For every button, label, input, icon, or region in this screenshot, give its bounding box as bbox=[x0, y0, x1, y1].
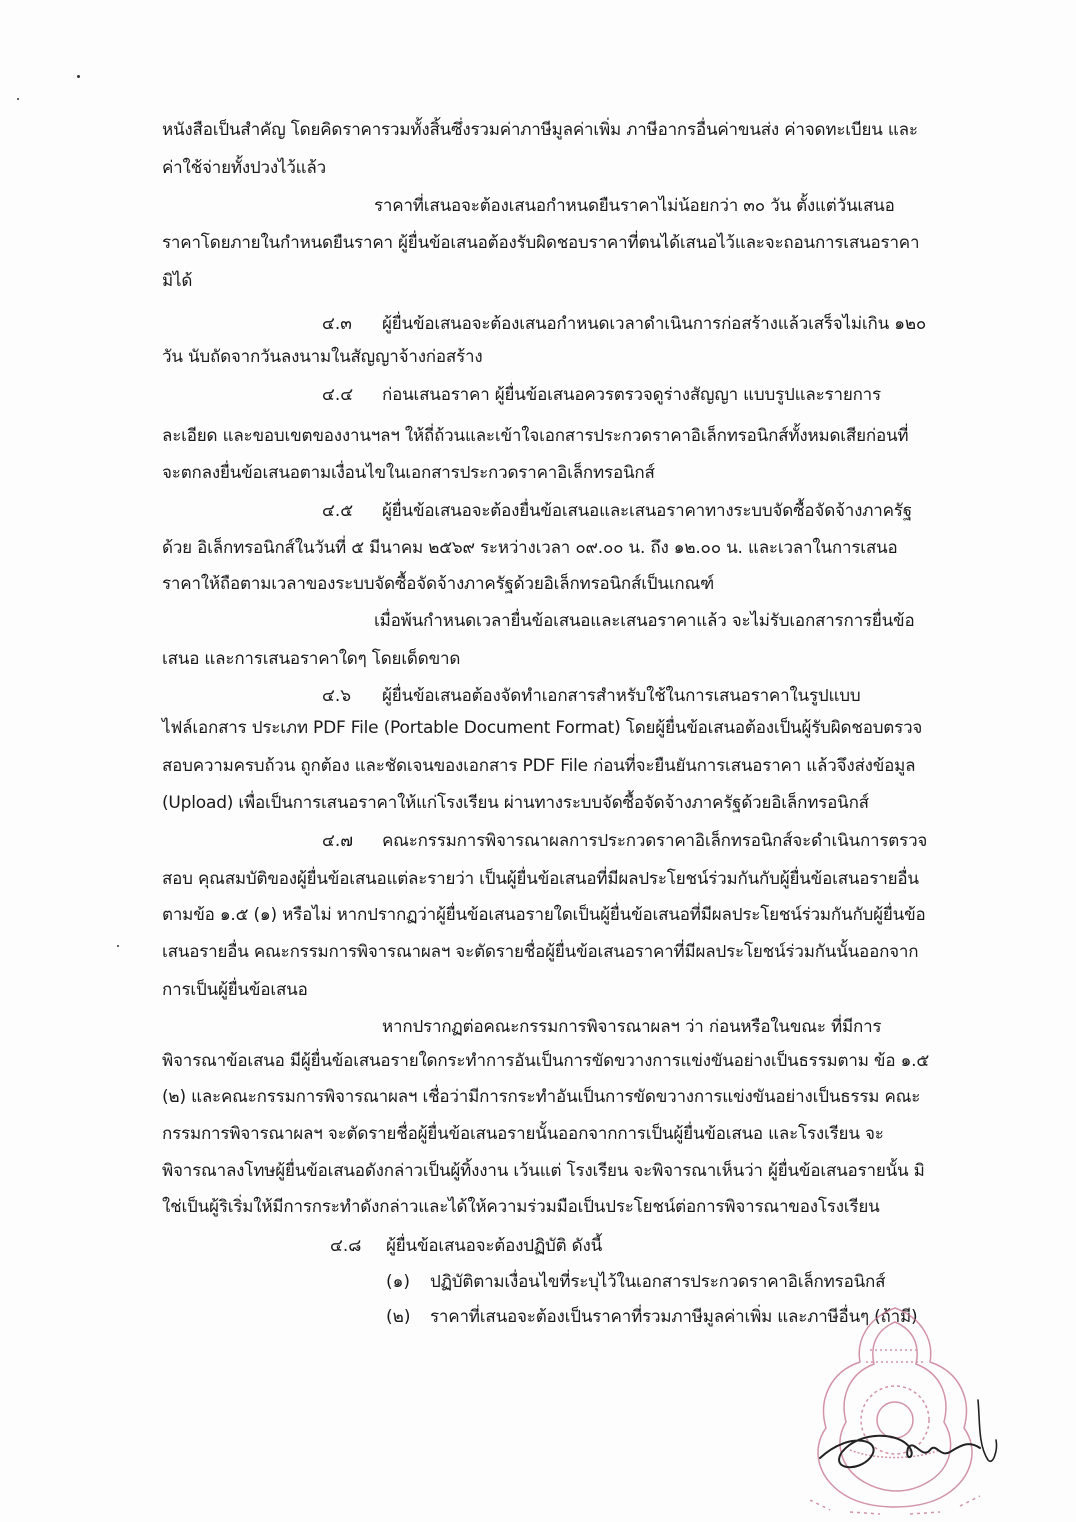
text-line: วัน นับถัดจากวันลงนามในสัญญาจ้างก่อสร้าง bbox=[162, 347, 483, 367]
text-line: ราคาที่เสนอจะต้องเป็นราคาที่รวมภาษีมูลค่าเพิ่ม และภาษีอื่นๆ (ถ้ามี) bbox=[430, 1307, 918, 1327]
text-line: จะตกลงยื่นข้อเสนอตามเงื่อนไขในเอกสารประกวดราคาอิเล็กทรอนิกส์ bbox=[162, 463, 655, 483]
text-line: คณะกรรมการพิจารณาผลการประกวดราคาอิเล็กทรอนิกส์จะดำเนินการตรวจ bbox=[382, 831, 928, 851]
official-seal-stamp bbox=[790, 1300, 1000, 1515]
text-line: ละเอียด และขอบเขตของงานฯลฯ ให้ถี่ถ้วนและเข้าใจเอกสารประกวดราคาอิเล็กทรอนิกส์ทั้งหมดเสียก่อนที่ bbox=[162, 426, 909, 446]
scan-speck bbox=[17, 98, 19, 100]
text-line: ใช่เป็นผู้ริเริ่มให้มีการกระทำดังกล่าวและได้ให้ความร่วมมือเป็นประโยชน์ต่อการพิจารณาของโรงเรียน bbox=[162, 1197, 880, 1217]
text-line: การเป็นผู้ยื่นข้อเสนอ bbox=[162, 980, 308, 1000]
clause-number: ๔.๕ bbox=[322, 501, 354, 521]
text-line: ผู้ยื่นข้อเสนอจะต้องปฏิบัติ ดังนี้ bbox=[386, 1236, 603, 1256]
text-line: (๒) และคณะกรรมการพิจารณาผลฯ เชื่อว่ามีการกระทำอันเป็นการขัดขวางการแข่งขันอย่างเป็นธรรม คณะ bbox=[162, 1087, 921, 1107]
clause-number: ๔.๓ bbox=[322, 314, 352, 334]
text-line: พิจารณาข้อเสนอ มีผู้ยื่นข้อเสนอรายใดกระทำการอันเป็นการขัดขวางการแข่งขันอย่างเป็นธรรมตาม ข้อ ๑.๕ bbox=[162, 1051, 930, 1071]
text-line: เสนอรายอื่น คณะกรรมการพิจารณาผลฯ จะตัดรายชื่อผู้ยื่นข้อเสนอราคาที่มีผลประโยชน์ร่วมกันนั้นออกจาก bbox=[162, 942, 919, 962]
text-line: สอบ คุณสมบัติของผู้ยื่นข้อเสนอแต่ละรายว่า เป็นผู้ยื่นข้อเสนอที่มีผลประโยชน์ร่วมกันกับผู้ยื่นข้อเสนอรายอื่น bbox=[162, 869, 919, 889]
text-line: (Upload) เพื่อเป็นการเสนอราคาให้แก่โรงเรียน ผ่านทางระบบจัดซื้อจัดจ้างภาครัฐด้วยอิเล็กทรอนิกส์ bbox=[162, 793, 869, 813]
text-line: เสนอ และการเสนอราคาใดๆ โดยเด็ดขาด bbox=[162, 649, 461, 669]
text-line: ปฏิบัติตามเงื่อนไขที่ระบุไว้ในเอกสารประกวดราคาอิเล็กทรอนิกส์ bbox=[430, 1272, 886, 1292]
clause-number: ๔.๘ bbox=[330, 1236, 362, 1256]
text-line: ค่าใช้จ่ายทั้งปวงไว้แล้ว bbox=[162, 158, 326, 178]
scan-speck bbox=[77, 75, 80, 78]
text-line: กรรมการพิจารณาผลฯ จะตัดรายชื่อผู้ยื่นข้อเสนอรายนั้นออกจากการเป็นผู้ยื่นข้อเสนอ และโรงเรียน จะ bbox=[162, 1124, 884, 1144]
clause-number: ๔.๗ bbox=[322, 831, 354, 851]
text-line: เมื่อพ้นกำหนดเวลายื่นข้อเสนอและเสนอราคาแล้ว จะไม่รับเอกสารการยื่นข้อ bbox=[374, 611, 915, 631]
clause-number: ๔.๖ bbox=[322, 686, 352, 706]
text-line: สอบความครบถ้วน ถูกต้อง และชัดเจนของเอกสาร PDF File ก่อนที่จะยืนยันการเสนอราคา แล้วจึงส่งข้อมูล bbox=[162, 756, 916, 776]
text-line: พิจารณาลงโทษผู้ยื่นข้อเสนอดังกล่าวเป็นผู้ทิ้งงาน เว้นแต่ โรงเรียน จะพิจารณาเห็นว่า ผู้ยื่นข้อเสนอรายนั้น มิ bbox=[162, 1161, 925, 1181]
text-line: ราคาให้ถือตามเวลาของระบบจัดซื้อจัดจ้างภาครัฐด้วยอิเล็กทรอนิกส์เป็นเกณฑ์ bbox=[162, 574, 715, 594]
text-line: ราคาที่เสนอจะต้องเสนอกำหนดยืนราคาไม่น้อยกว่า ๓๐ วัน ตั้งแต่วันเสนอ bbox=[374, 196, 895, 216]
text-line: ราคาโดยภายในกำหนดยืนราคา ผู้ยื่นข้อเสนอต้องรับผิดชอบราคาที่ตนได้เสนอไว้และจะถอนการเสนอราคา bbox=[162, 233, 920, 253]
text-line: ไฟล์เอกสาร ประเภท PDF File (Portable Document Format) โดยผู้ยื่นข้อเสนอต้องเป็นผู้รับผิดชอบตรวจ bbox=[162, 718, 923, 738]
text-line: หนังสือเป็นสำคัญ โดยคิดราคารวมทั้งสิ้นซึ่งรวมค่าภาษีมูลค่าเพิ่ม ภาษีอากรอื่นค่าขนส่ง ค่าจดทะเบียน และ bbox=[162, 120, 918, 140]
text-line: มิได้ bbox=[162, 271, 193, 291]
text-line: หากปรากฏต่อคณะกรรมการพิจารณาผลฯ ว่า ก่อนหรือในขณะ ที่มีการ bbox=[382, 1017, 882, 1037]
scan-speck bbox=[117, 945, 119, 947]
clause-number: ๔.๔ bbox=[322, 385, 354, 405]
subitem-number: (๒) bbox=[386, 1307, 411, 1327]
text-line: ผู้ยื่นข้อเสนอต้องจัดทำเอกสารสำหรับใช้ในการเสนอราคาในรูปแบบ bbox=[382, 686, 861, 706]
text-line: ก่อนเสนอราคา ผู้ยื่นข้อเสนอควรตรวจดูร่างสัญญา แบบรูปและรายการ bbox=[382, 385, 881, 405]
subitem-number: (๑) bbox=[386, 1272, 411, 1292]
text-line: ผู้ยื่นข้อเสนอจะต้องยื่นข้อเสนอและเสนอราคาทางระบบจัดซื้อจัดจ้างภาครัฐ bbox=[382, 501, 912, 521]
text-line: ผู้ยื่นข้อเสนอจะต้องเสนอกำหนดเวลาดำเนินการก่อสร้างแล้วเสร็จไม่เกิน ๑๒๐ bbox=[382, 314, 926, 334]
text-line: ตามข้อ ๑.๕ (๑) หรือไม่ หากปรากฏว่าผู้ยื่นข้อเสนอรายใดเป็นผู้ยื่นข้อเสนอที่มีผลประโยชน์ร่วมกันกับผู้ยื่นข้อ bbox=[162, 905, 926, 925]
text-line: ด้วย อิเล็กทรอนิกส์ในวันที่ ๕ มีนาคม ๒๕๖๙ ระหว่างเวลา ๐๙.๐๐ น. ถึง ๑๒.๐๐ น. และเวลาในการเสนอ bbox=[162, 538, 898, 558]
